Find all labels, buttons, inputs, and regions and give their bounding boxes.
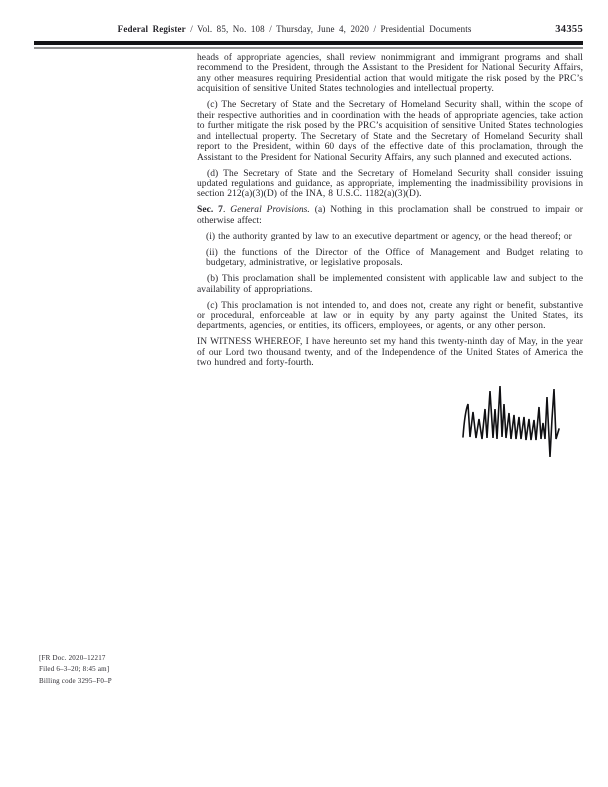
body-paragraph: heads of appropriate agencies, shall review nonimmigrant and immigrant programs and shall recommend to the President, through the Assistant to the President for National Security Affairs, any other measures requiring Presidential action that would mitigate the risk posed by the PRC’s acquisition of sensitive United States technologies and intellectual property. [197, 53, 583, 95]
body-paragraph: (d) The Secretary of State and the Secretary of Homeland Security shall consider issuing updated regulations and guidance, as appropriate, implementing the inadmissibility provisions in section 212(a)(3)(D) of the INA, 8 U.S.C. 1182(a)(3)(D). [197, 168, 583, 200]
fr-doc-line: [FR Doc. 2020–12217 [39, 654, 106, 662]
body-paragraph: (i) the authority granted by law to an executive department or agency, or the head thereof; or [206, 231, 572, 242]
filing-info [39, 653, 112, 687]
paragraph-text: . [222, 205, 231, 216]
journal-name: Federal Register [117, 24, 186, 34]
header-rule-thin [34, 47, 583, 49]
page-header [34, 24, 583, 35]
filed-line: Filed 6–3–20; 8:45 am] [39, 665, 110, 674]
body-text [197, 53, 583, 465]
section-title: General Provisions. [230, 205, 310, 216]
paragraph-text: (a) Nothing in this proclamation shall be construed to impair or otherwise affect: [197, 205, 584, 226]
body-paragraph: (b) This proclamation shall be implemented consistent with applicable law and subject to the availability of appropriations. [197, 274, 583, 295]
body-paragraph [197, 205, 583, 226]
header-rule-thick [34, 41, 583, 45]
presidential-signature-icon [457, 379, 565, 465]
citation-text: / Vol. 85, No. 108 / Thursday, June 4, 2020 / Presidential Documents [185, 24, 472, 34]
page-number: 34355 [555, 24, 583, 35]
body-paragraph: (ii) the functions of the Director of the Office of Management and Budget relating to budgetary, administrative, or legislative proposals. [206, 247, 583, 269]
body-paragraph: (c) The Secretary of State and the Secretary of Homeland Security shall, within the scope of their respective authorities and in coordination with the heads of appropriate agencies, take action to further mitigate the risk posed by the PRC’s acquisition of sensitive United States technologies and intellectual property. The Secretary of State and the Secretary of Homeland Security shall report to the President, within 60 days of the effective date of this proclamation, through the Assistant to the President for National Security Affairs, any such planned and executed actions. [197, 100, 583, 163]
signature-block [197, 379, 583, 465]
header-citation [34, 24, 555, 34]
billing-code-line: Billing code 3295–F0–P [39, 676, 112, 685]
body-paragraph: IN WITNESS WHEREOF, I have hereunto set my hand this twenty-ninth day of May, in the year of our Lord two thousand twenty, and of the Independence of the United States of America the two hundred and forty-fourth. [197, 337, 583, 369]
section-label: Sec. 7 [197, 205, 223, 216]
body-paragraph: (c) This proclamation is not intended to, and does not, create any right or benefit, substantive or procedural, enforceable at law or in equity by any party against the United States, its departments, agencies, or entities, its officers, employees, or agents, or any other person. [197, 300, 583, 332]
